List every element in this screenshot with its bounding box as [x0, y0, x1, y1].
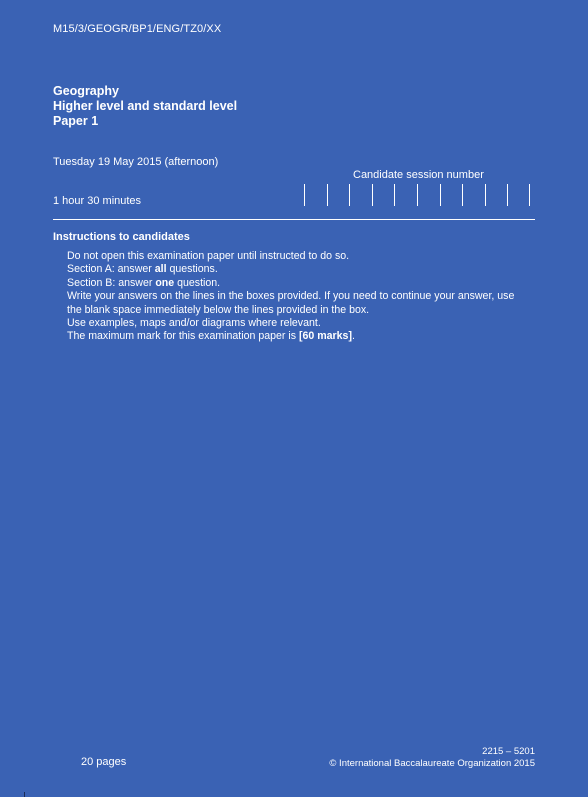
footer-code: 2215 – 5201: [482, 746, 535, 757]
instruction-text: The maximum mark for this examination paper is: [67, 330, 299, 343]
instruction-text: Use examples, maps and/or diagrams where relevant.: [67, 317, 321, 330]
instruction-item: [53, 277, 523, 290]
candidate-session-boxes[interactable]: [304, 184, 530, 206]
instruction-item: [53, 290, 523, 317]
session-digit-box[interactable]: [304, 184, 327, 206]
instruction-item: [53, 263, 523, 276]
instruction-text-end: .: [351, 330, 355, 343]
session-digit-box[interactable]: [440, 184, 463, 206]
exam-date: Tuesday 19 May 2015 (afternoon): [53, 156, 219, 168]
divider-rule: [53, 219, 535, 220]
instruction-item: [53, 330, 523, 343]
instruction-text: Section B: answer: [67, 276, 156, 289]
session-digit-box[interactable]: [417, 184, 440, 206]
session-digit-box[interactable]: [485, 184, 508, 206]
instruction-text: Write your answers on the lines in the boxes provided. If you need to continue your answer, use the blank space immediately below the lines provided in the box.: [67, 290, 515, 316]
session-digit-box[interactable]: [349, 184, 372, 206]
exam-duration: 1 hour 30 minutes: [53, 195, 142, 207]
instruction-emphasis: one: [155, 276, 175, 289]
paper-number: Paper 1: [53, 114, 99, 128]
paper-code: M15/3/GEOGR/BP1/ENG/TZ0/XX: [53, 23, 222, 35]
instruction-text-end: questions.: [166, 263, 218, 276]
level-title: Higher level and standard level: [53, 99, 238, 113]
instruction-item: [53, 250, 523, 263]
subject-title: Geography: [53, 84, 119, 98]
instruction-emphasis: all: [154, 263, 167, 276]
session-digit-box[interactable]: [372, 184, 395, 206]
instruction-text-end: question.: [174, 276, 221, 289]
session-digit-box[interactable]: [394, 184, 417, 206]
instructions-heading: Instructions to candidates: [53, 231, 190, 243]
instruction-item: [53, 317, 523, 330]
copyright-notice: © International Baccalaureate Organization 2015: [329, 758, 535, 769]
session-digit-box[interactable]: [507, 184, 530, 206]
session-digit-box[interactable]: [327, 184, 350, 206]
instructions-list: [53, 250, 523, 344]
session-digit-box[interactable]: [462, 184, 485, 206]
instruction-text: Do not open this examination paper until instructed to do so.: [67, 250, 350, 262]
page-count: 20 pages: [81, 756, 127, 768]
candidate-session-label: Candidate session number: [353, 169, 484, 181]
instruction-emphasis: [60 marks]: [298, 330, 352, 343]
corner-mark: [24, 792, 25, 797]
exam-title: [53, 84, 237, 129]
instruction-text: Section A: answer: [67, 263, 155, 276]
